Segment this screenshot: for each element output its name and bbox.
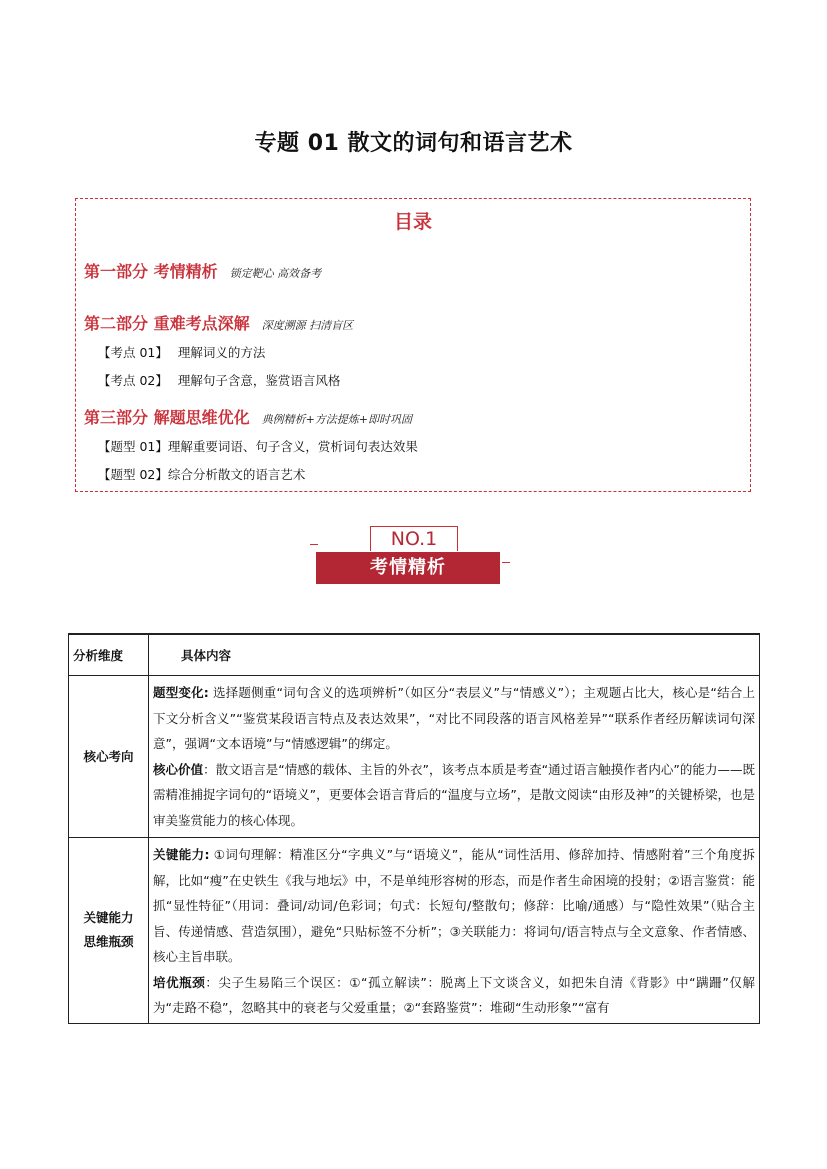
content-block (153, 680, 755, 757)
toc-part-subtitle: 锁定靶心 高效备考 (229, 267, 322, 280)
toc-heading: 目录 (393, 211, 432, 233)
section-ribbon: 考情精析 (316, 552, 500, 584)
toc-item-code: 【考点 02】 (98, 373, 168, 388)
header-content: 具体内容 (149, 634, 760, 676)
dimension-line: 思维瓶颈 (83, 934, 134, 950)
block-text: ①词句理解：精准区分“字典义”与“语境义”，能从“词性活用、修辞加持、情感附着”三个角度拆解，比如“瘦”在史铁生《我与地坛》中，不是单纯形容树的形态，而是作者生命困境的投射；②语言鉴赏：能抓“显性特征”（用词：叠词/动词/色彩词；句式：长短句/整散句；修辞：比喻/通感）与“隐性效果”（贴合主旨、传递情感、营造氛围），避免“只贴标签不分析”；③关联能力：将词句/语言特点与全文意象、作者情感、核心主旨串联。 (153, 847, 755, 964)
table-header-row (69, 634, 760, 676)
toc-item-code: 【题型 02】 (98, 467, 168, 482)
toc-part-title: 第二部分 重难考点深解 (84, 314, 250, 333)
table-of-contents (75, 198, 751, 492)
block-label: 关键能力: (153, 847, 210, 862)
block-text: 选择题侧重“词句含义的选项辨析”（如区分“表层义”与“情感义”）；主观题占比大，核心是“结合上下文分析含义”“鉴赏某段语言特点及表达效果”，“对比不同段落的语言风格差异”“联系作者经历解读词句深意”，强调“文本语境”与“情感逻辑”的绑定。 (153, 685, 756, 751)
toc-item-tixing-01[interactable] (98, 437, 418, 455)
toc-part-title: 第一部分 考情精析 (84, 262, 218, 281)
badge-line-right (502, 562, 510, 563)
toc-part-subtitle: 典例精析+方法提炼+即时巩固 (261, 413, 413, 426)
row-dimension (69, 838, 149, 1024)
table-row (69, 676, 760, 838)
header-dimension: 分析维度 (69, 634, 149, 676)
block-text: ：散文语言是“情感的载体、主旨的外衣”，该考点本质是考查“通过语言触摸作者内心”的能力——既需精准捕捉字词句的“语境义”，更要体会语言背后的“温度与立场”，是散文阅读“由形及神”的关键桥梁，也是审美鉴赏能力的核心体现。 (153, 761, 755, 828)
row-content (149, 676, 760, 838)
toc-part-2[interactable] (84, 311, 353, 334)
document-title: 专题 01 散文的词句和语言艺术 (254, 131, 573, 156)
table-row (69, 838, 760, 1024)
analysis-table (68, 633, 760, 1024)
toc-item-code: 【题型 01】 (98, 439, 168, 454)
toc-item-text: 理解句子含意，鉴赏语言风格 (177, 373, 341, 388)
toc-item-text: 理解词义的方法 (177, 345, 266, 360)
toc-item-kaodian-02[interactable] (98, 371, 340, 389)
toc-item-code: 【考点 01】 (98, 345, 168, 360)
content-block (153, 757, 755, 834)
row-dimension: 核心考向 (69, 676, 149, 838)
row-content (149, 838, 760, 1024)
content-block (153, 842, 755, 970)
block-text: ：尖子生易陷三个误区：①“孤立解读”：脱离上下文谈含义，如把朱自清《背影》中“蹒跚”仅解为“走路不稳”，忽略其中的衰老与父爱重量；②“套路鉴赏”：堆砌“生动形象”“富有 (153, 974, 755, 1015)
toc-item-text: 理解重要词语、句子含义，赏析词句表达效果 (167, 439, 418, 454)
toc-part-subtitle: 深度溯源 扫清盲区 (261, 319, 354, 332)
toc-part-3[interactable] (84, 405, 412, 428)
content-block (153, 970, 755, 1021)
toc-item-kaodian-01[interactable] (98, 343, 265, 361)
badge-line-left (310, 544, 318, 545)
toc-item-text: 综合分析散文的语言艺术 (167, 467, 306, 482)
dimension-line: 关键能力 (83, 910, 134, 926)
block-label: 核心价值 (153, 761, 204, 777)
toc-part-title: 第三部分 解题思维优化 (84, 408, 250, 427)
block-label: 培优瓶颈 (153, 974, 206, 990)
section-number: NO.1 (370, 526, 458, 551)
block-label: 题型变化: (153, 685, 209, 700)
toc-item-tixing-02[interactable] (98, 465, 305, 483)
toc-part-1[interactable] (84, 259, 321, 282)
section-badge (310, 522, 510, 594)
